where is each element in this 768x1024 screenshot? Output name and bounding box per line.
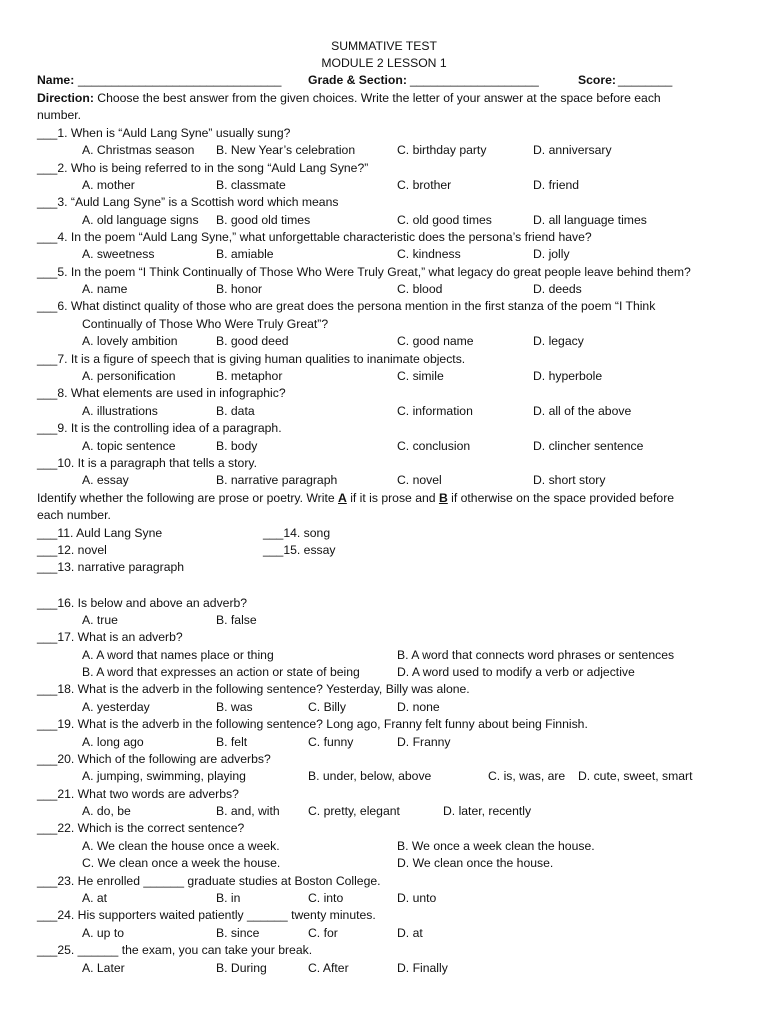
q20-option-d: D. cute, sweet, smart — [578, 769, 693, 783]
q22-option-c: C. We clean once a week the house. — [82, 856, 281, 870]
q3-option-c: C. old good times — [397, 213, 492, 227]
q3-option-d: D. all language times — [533, 213, 647, 227]
q20-option-a: A. jumping, swimming, playing — [82, 769, 246, 783]
q19-option-b: B. felt — [216, 735, 248, 749]
q2-option-d: D. friend — [533, 178, 580, 192]
question-8: ___8. What elements are used in infographic? — [37, 386, 286, 400]
q17-option-c: B. A word that connects word phrases or sentences — [397, 648, 675, 662]
question-1: ___1. When is “Auld Lang Syne” usually sung? — [37, 126, 291, 140]
q24-option-a: A. up to — [82, 926, 125, 940]
q21-option-d: D. later, recently — [443, 804, 532, 818]
q1-option-c: C. birthday party — [397, 143, 487, 157]
question-5: ___5. In the poem “I Think Continually of Those Who Were Truly Great,” what legacy do great people leave behind them? — [37, 265, 691, 279]
question-18: ___18. What is the adverb in the following sentence? Yesterday, Billy was alone. — [37, 682, 470, 696]
q1-option-b: B. New Year’s celebration — [216, 143, 356, 157]
q4-option-b: B. amiable — [216, 247, 274, 261]
q20-option-c: C. is, was, are — [488, 769, 566, 783]
q17-option-d: D. A word used to modify a verb or adjective — [397, 665, 635, 679]
q22-option-b: B. We once a week clean the house. — [397, 839, 595, 853]
test-subtitle: MODULE 2 LESSON 1 — [321, 56, 447, 70]
question-2: ___2. Who is being referred to in the song “Auld Lang Syne?” — [37, 161, 369, 175]
q19-option-c: C. funny — [308, 735, 354, 749]
grade-label: Grade & Section: — [308, 73, 407, 87]
q9-option-d: D. clincher sentence — [533, 439, 644, 453]
q21-option-c: C. pretty, elegant — [308, 804, 400, 818]
question-6: ___6. What distinct quality of those who are great does the persona mention in the first stanza of the poem “I Think — [37, 299, 656, 313]
q16-option-a: A. true — [82, 613, 118, 627]
q24-option-c: C. for — [308, 926, 338, 940]
direction-label: Direction: — [37, 91, 94, 105]
q9-option-b: B. body — [216, 439, 258, 453]
q23-option-a: A. at — [82, 891, 108, 905]
q9-option-c: C. conclusion — [397, 439, 471, 453]
test-title: SUMMATIVE TEST — [331, 39, 437, 53]
q18-option-d: D. none — [397, 700, 440, 714]
question-10: ___10. It is a paragraph that tells a story. — [37, 456, 257, 470]
q18-option-b: B. was — [216, 700, 253, 714]
q24-option-d: D. at — [397, 926, 423, 940]
q17-option-a: A. A word that names place or thing — [82, 648, 274, 662]
q19-option-d: D. Franny — [397, 735, 451, 749]
name-label: Name: — [37, 73, 75, 87]
q25-option-c: C. After — [308, 961, 349, 975]
q2-option-b: B. classmate — [216, 178, 286, 192]
question-6-cont: Continually of Those Who Were Truly Great”? — [82, 317, 329, 331]
q6-option-d: D. legacy — [533, 334, 584, 348]
q20-option-b: B. under, below, above — [308, 769, 432, 783]
direction-line — [37, 90, 661, 107]
question-16: ___16. Is below and above an adverb? — [37, 596, 248, 610]
q21-option-a: A. do, be — [82, 804, 131, 818]
q25-option-b: B. During — [216, 961, 267, 975]
q25-option-a: A. Later — [82, 961, 125, 975]
q7-option-a: A. personification — [82, 369, 176, 383]
q7-option-b: B. metaphor — [216, 369, 283, 383]
question-22: ___22. Which is the correct sentence? — [37, 821, 245, 835]
q21-option-b: B. and, with — [216, 804, 280, 818]
q25-option-d: D. Finally — [397, 961, 448, 975]
q16-option-b: B. false — [216, 613, 257, 627]
score-blank: ________ — [618, 73, 673, 87]
q4-option-c: C. kindness — [397, 247, 461, 261]
q18-option-c: C. Billy — [308, 700, 346, 714]
identify-text-1: Identify whether the following are prose or poetry. Write — [37, 491, 338, 505]
q6-option-c: C. good name — [397, 334, 474, 348]
item-15: ___15. essay — [263, 543, 336, 557]
q10-option-a: A. essay — [82, 473, 129, 487]
question-19: ___19. What is the adverb in the following sentence? Long ago, Franny felt funny about being Finnish. — [37, 717, 588, 731]
direction-text-cont: number. — [37, 108, 82, 122]
direction-text: Choose the best answer from the given choices. Write the letter of your answer at the space before each — [93, 91, 661, 105]
question-21: ___21. What two words are adverbs? — [37, 787, 239, 801]
prose-letter: A — [338, 491, 347, 505]
q23-option-d: D. unto — [397, 891, 437, 905]
q18-option-a: A. yesterday — [82, 700, 150, 714]
q8-option-d: D. all of the above — [533, 404, 632, 418]
q1-option-d: D. anniversary — [533, 143, 612, 157]
q7-option-c: C. simile — [397, 369, 444, 383]
grade-blank: ___________________ — [410, 73, 539, 87]
q5-option-c: C. blood — [397, 282, 443, 296]
q23-option-b: B. in — [216, 891, 241, 905]
identify-instruction-cont: each number. — [37, 508, 111, 522]
q19-option-a: A. long ago — [82, 735, 144, 749]
q7-option-d: D. hyperbole — [533, 369, 603, 383]
q2-option-a: A. mother — [82, 178, 135, 192]
question-17: ___17. What is an adverb? — [37, 630, 183, 644]
q24-option-b: B. since — [216, 926, 260, 940]
item-11: ___11. Auld Lang Syne — [37, 526, 163, 540]
question-3: ___3. “Auld Lang Syne” is a Scottish word which means — [37, 195, 339, 209]
q23-option-c: C. into — [308, 891, 344, 905]
q6-option-a: A. lovely ambition — [82, 334, 178, 348]
score-label: Score: — [578, 73, 616, 87]
q4-option-d: D. jolly — [533, 247, 570, 261]
q4-option-a: A. sweetness — [82, 247, 155, 261]
identify-text-2: if it is prose and — [346, 491, 439, 505]
question-20: ___20. Which of the following are adverbs? — [37, 752, 271, 766]
q9-option-a: A. topic sentence — [82, 439, 176, 453]
question-24: ___24. His supporters waited patiently ______ twenty minutes. — [37, 908, 376, 922]
q5-option-a: A. name — [82, 282, 128, 296]
q5-option-b: B. honor — [216, 282, 263, 296]
q10-option-d: D. short story — [533, 473, 606, 487]
q8-option-b: B. data — [216, 404, 255, 418]
question-25: ___25. ______ the exam, you can take your break. — [37, 943, 313, 957]
item-14: ___14. song — [263, 526, 331, 540]
q6-option-b: B. good deed — [216, 334, 289, 348]
item-13: ___13. narrative paragraph — [37, 560, 185, 574]
identify-instruction — [37, 490, 674, 507]
q8-option-a: A. illustrations — [82, 404, 158, 418]
q3-option-a: A. old language signs — [82, 213, 199, 227]
q17-option-b: B. A word that expresses an action or state of being — [82, 665, 360, 679]
q1-option-a: A. Christmas season — [82, 143, 195, 157]
q3-option-b: B. good old times — [216, 213, 311, 227]
question-7: ___7. It is a figure of speech that is giving human qualities to inanimate objects. — [37, 352, 466, 366]
question-9: ___9. It is the controlling idea of a paragraph. — [37, 421, 282, 435]
question-23: ___23. He enrolled ______ graduate studies at Boston College. — [37, 874, 381, 888]
item-12: ___12. novel — [37, 543, 107, 557]
q22-option-d: D. We clean once the house. — [397, 856, 554, 870]
name-blank: ______________________________ — [78, 73, 282, 87]
q5-option-d: D. deeds — [533, 282, 582, 296]
q8-option-c: C. information — [397, 404, 473, 418]
q22-option-a: A. We clean the house once a week. — [82, 839, 280, 853]
question-4: ___4. In the poem “Auld Lang Syne,” what unforgettable characteristic does the persona’s friend have? — [37, 230, 592, 244]
poetry-letter: B — [438, 491, 448, 505]
q10-option-c: C. novel — [397, 473, 442, 487]
identify-text-3: if otherwise on the space provided before — [447, 491, 675, 505]
q2-option-c: C. brother — [397, 178, 452, 192]
q10-option-b: B. narrative paragraph — [216, 473, 338, 487]
